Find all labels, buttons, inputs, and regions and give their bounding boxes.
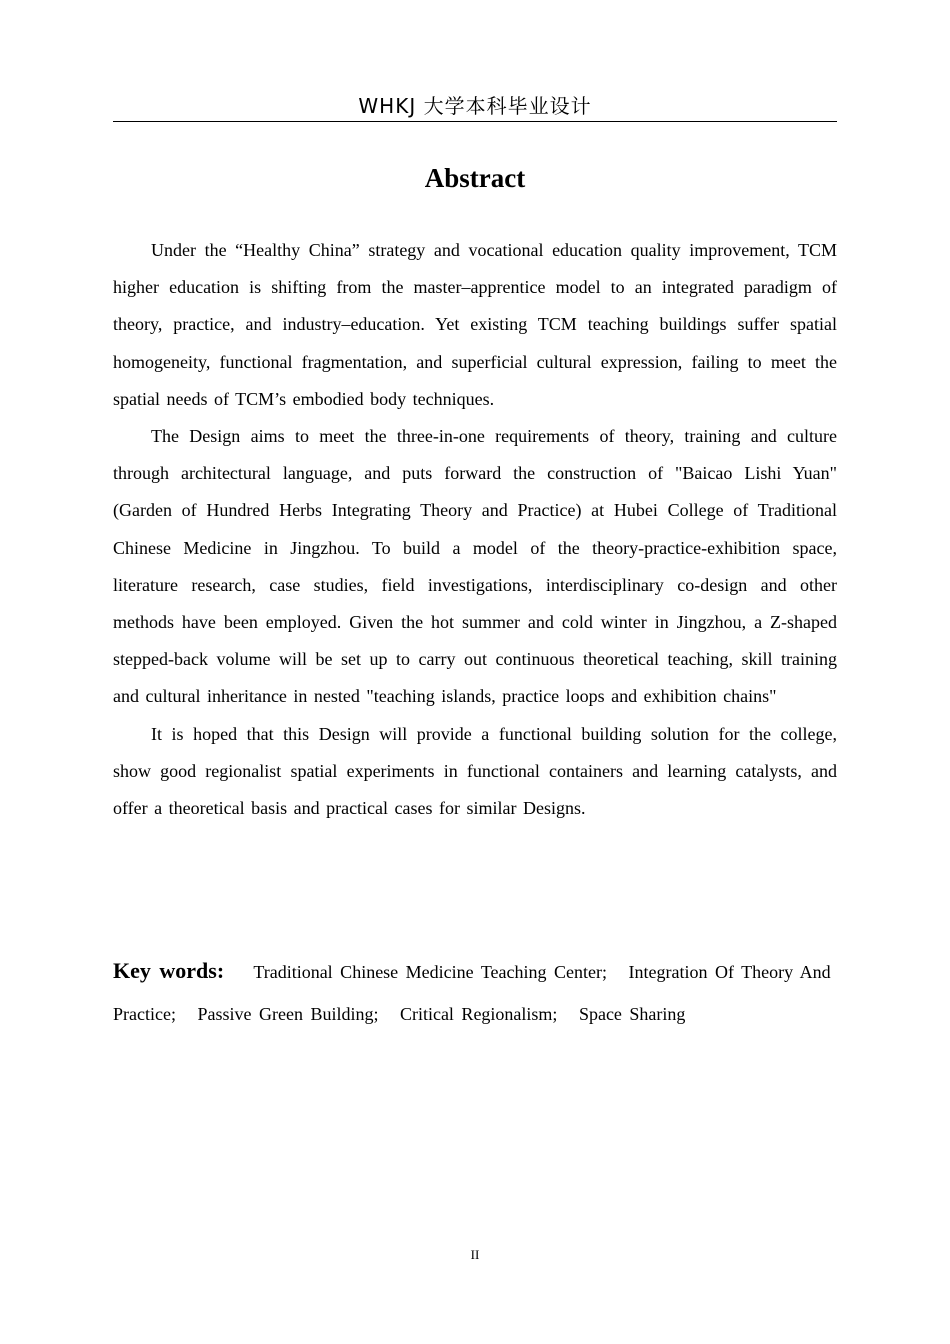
header-divider	[113, 121, 837, 122]
abstract-paragraph-3: It is hoped that this Design will provide a functional building solution for the college, show good regionalist spatial experiments in functional containers and learning catalysts, and offer a theoretical basis and practical cases for similar Designs.	[113, 723, 837, 819]
keyword-item: Traditional Chinese Medicine Teaching Center;	[253, 962, 608, 982]
keywords-section	[113, 950, 837, 1035]
page-number: II	[470, 1247, 480, 1262]
abstract-paragraph-2: The Design aims to meet the three-in-one requirements of theory, training and culture through architectural language, and puts forward the construction of "Baicao Lishi Yuan" (Garden of Hundred Herbs Integrating Theory and Practice) at Hubei College of Traditional Chinese Medicine in Jingzhou. To build a model of the theory-practice-exhibition space, literature research, case studies, field investigations, interdisciplinary co-design and other methods have been employed. Given the hot summer and cold winter in Jingzhou, a Z-shaped stepped-back volume will be set up to carry out continuous theoretical teaching, skill training and cultural inheritance in nested "teaching islands, practice loops and exhibition chains"	[113, 426, 837, 707]
running-header: WHKJ 大学本科毕业设计	[358, 94, 592, 118]
abstract-body	[113, 232, 837, 827]
keyword-item: Space Sharing	[578, 1004, 686, 1024]
abstract-title: Abstract	[424, 163, 526, 193]
keyword-item: Critical Regionalism;	[399, 1004, 558, 1024]
keyword-item: Integration Of Theory And Practice;	[113, 962, 831, 1024]
abstract-paragraph-1: Under the “Healthy China” strategy and vocational education quality improvement, TCM higher education is shifting from the master–apprentice model to an integrated paradigm of theory, practice, and industry–education. Yet existing TCM teaching buildings suffer spatial homogeneity, functional fragmentation, and superficial cultural expression, failing to meet the spatial needs of TCM’s embodied body techniques.	[113, 240, 837, 409]
keyword-item: Passive Green Building;	[197, 1004, 379, 1024]
keywords-label: Key words:	[113, 958, 225, 983]
